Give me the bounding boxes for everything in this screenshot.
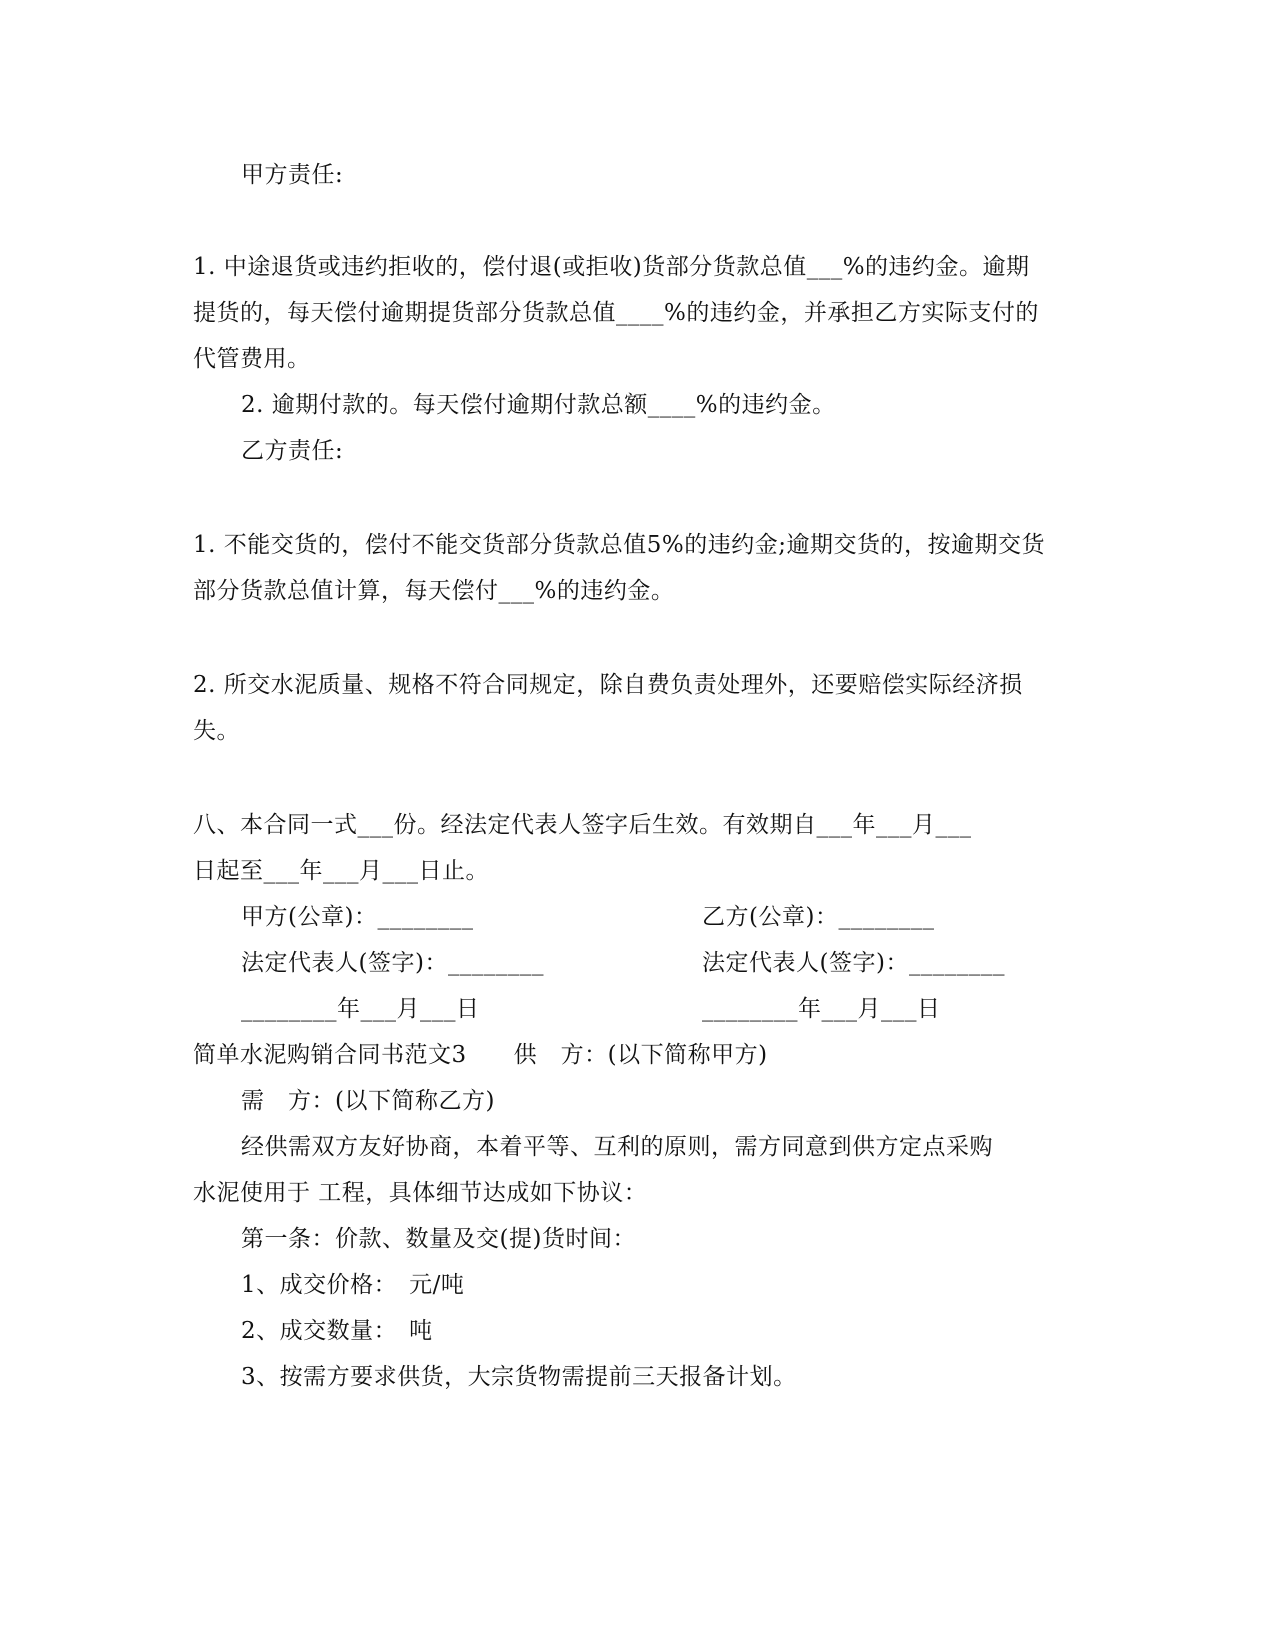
party-b-item2-line2: 失。: [193, 718, 240, 744]
party-b-rep-field: 法定代表人(签字)：________: [702, 950, 1005, 976]
article8-line1: 八、本合同一式___份。经法定代表人签字后生效。有效期自___年___月___: [193, 812, 972, 838]
party-b-item1-line2: 部分货款总值计算，每天偿付___%的违约金。: [193, 578, 675, 604]
party-a-date-field: ________年___月___日: [241, 996, 480, 1022]
contract3-supply: 3、按需方要求供货，大宗货物需提前三天报备计划。: [241, 1364, 797, 1390]
contract3-demander: 需 方：(以下简称乙方): [241, 1088, 495, 1114]
party-b-item1-line1: 1. 不能交货的，偿付不能交货部分货款总值5%的违约金;逾期交货的，按逾期交货: [193, 532, 1045, 558]
party-a-rep-field: 法定代表人(签字)：________: [241, 950, 544, 976]
party-b-item2-line1: 2. 所交水泥质量、规格不符合同规定，除自费负责处理外，还要赔偿实际经济损: [193, 672, 1023, 698]
party-a-liability-heading: 甲方责任:: [241, 162, 344, 188]
article8-line2: 日起至___年___月___日止。: [193, 858, 489, 884]
party-a-item1-line2: 提货的，每天偿付逾期提货部分货款总值____%的违约金，并承担乙方实际支付的: [193, 300, 1039, 326]
party-a-item2: 2. 逾期付款的。每天偿付逾期付款总额____%的违约金。: [241, 392, 836, 418]
party-b-liability-heading: 乙方责任:: [241, 438, 344, 464]
party-b-seal-field: 乙方(公章)：________: [702, 904, 935, 930]
contract3-intro-line2: 水泥使用于 工程，具体细节达成如下协议：: [193, 1180, 648, 1206]
party-b-date-field: ________年___月___日: [702, 996, 941, 1022]
contract3-article1-title: 第一条：价款、数量及交(提)货时间：: [241, 1226, 636, 1252]
party-a-item1-line1: 1. 中途退货或违约拒收的，偿付退(或拒收)货部分货款总值___%的违约金。逾期: [193, 254, 1030, 280]
contract3-quantity: 2、成交数量： 吨: [241, 1318, 433, 1344]
contract3-title-line: 简单水泥购销合同书范文3 供 方：(以下简称甲方): [193, 1042, 768, 1068]
party-a-seal-field: 甲方(公章)：________: [241, 904, 474, 930]
party-a-item1-line3: 代管费用。: [193, 346, 311, 372]
contract3-price: 1、成交价格： 元/吨: [241, 1272, 465, 1298]
contract3-intro-line1: 经供需双方友好协商，本着平等、互利的原则，需方同意到供方定点采购: [241, 1134, 993, 1160]
